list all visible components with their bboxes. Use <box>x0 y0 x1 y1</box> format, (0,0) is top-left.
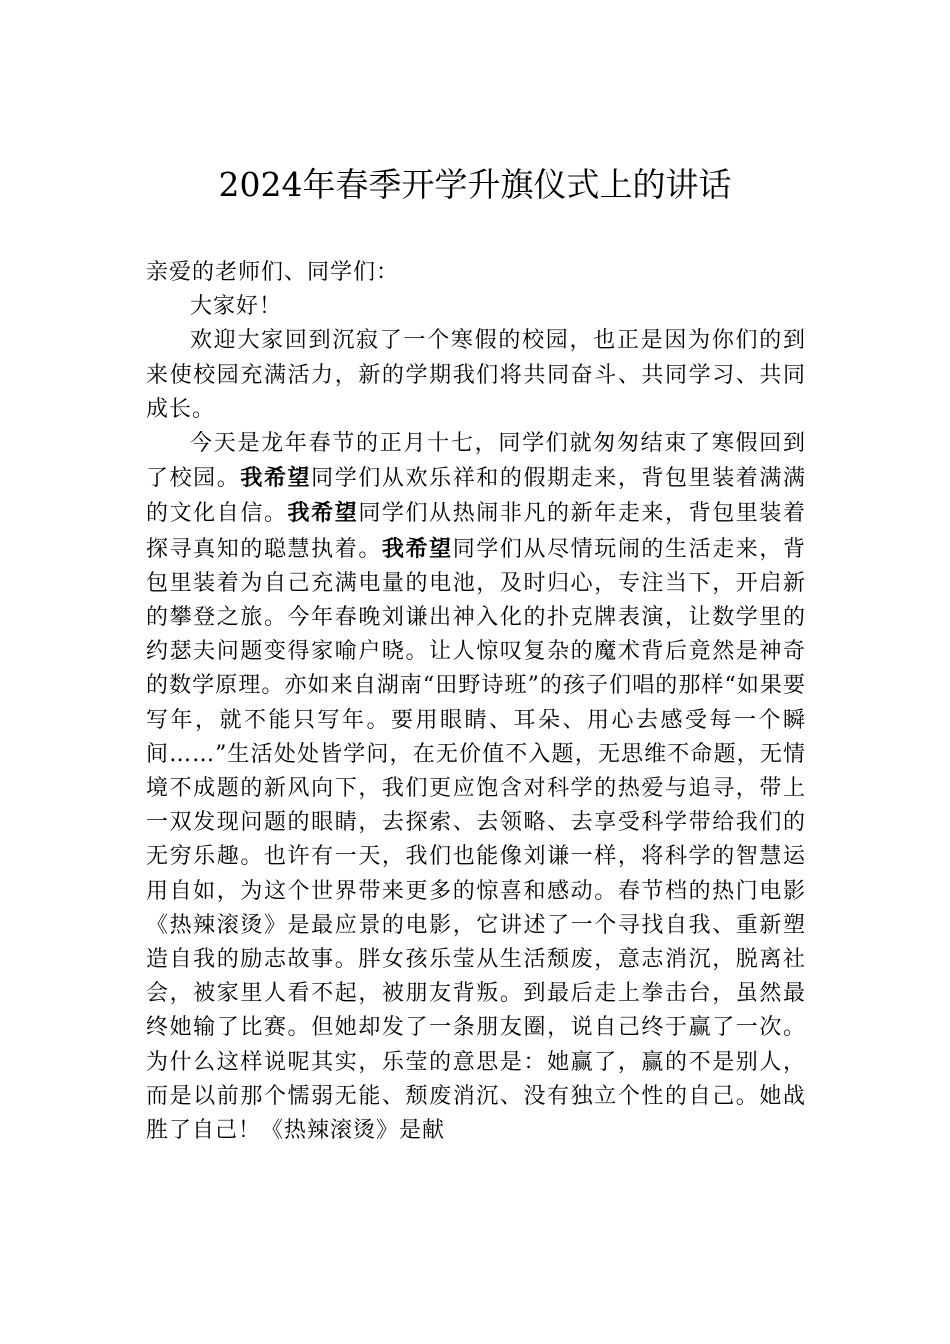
document-body <box>146 256 806 1148</box>
emphasis-hope: 我希望 <box>287 500 359 527</box>
paragraph-text: 同学们从尽情玩闹的生活走来，背包里装着为自己充满电量的电池，及时归心，专注当下，开启新的攀登之旅。今年春晚刘谦出神入化的扑克牌表演，让数学里的约瑟夫问题变得家喻户晓。让人惊叹复杂的魔术背后竟然是神奇的数学原理。亦如来自湖南“田野诗班”的孩子们唱的那样“如果要写年，就不能只写年。要用眼睛、耳朵、用心去感受每一个瞬间……”生活处处皆学问，在无价值不入题，无思维不命题，无情境不成题的新风向下，我们更应饱含对科学的热爱与追寻，带上一双发现问题的眼睛，去探索、去领略、去享受科学带给我们的无穷乐趣。也许有一天，我们也能像刘谦一样，将科学的智慧运用自如，为这个世界带来更多的惊喜和感动。春节档的热门电影《热辣滚烫》是最应景的电影，它讲述了一个寻找自我、重新塑造自我的励志故事。胖女孩乐莹从生活颓废，意志消沉，脱离社会，被家里人看不起，被朋友背叛。到最后走上拳击台，虽然最终她输了比赛。但她却发了一条朋友圈，说自己终于赢了一次。为什么这样说呢其实，乐莹的意思是：她赢了，赢的不是别人，而是以前那个懦弱无能、颓废消沉、没有独立个性的自己。她战胜了自己！《热辣滚烫》是献 <box>146 536 806 1144</box>
paragraph-main <box>146 427 806 1148</box>
paragraph-text: 同学们从欢乐祥和的假期走来，背包里装着满满的文化自信。 <box>146 466 806 527</box>
emphasis-hope: 我希望 <box>381 535 453 562</box>
salutation: 亲爱的老师们、同学们： <box>146 260 400 285</box>
paragraph-text: 同学们从热闹非凡的新年走来，背包里装着探寻真知的聪慧执着。 <box>146 501 806 562</box>
emphasis-hope: 我希望 <box>240 465 312 492</box>
paragraph-welcome: 欢迎大家回到沉寂了一个寒假的校园，也正是因为你们的到来使校园充满活力，新的学期我们将共同奋斗、共同学习、共同成长。 <box>146 328 806 422</box>
greeting: 大家好！ <box>190 294 283 320</box>
document-title: 2024年春季开学升旗仪式上的讲话 <box>218 165 732 204</box>
paragraph-text: 今天是龙年春节的正月十七，同学们就匆匆结束了寒假回到了校园。 <box>146 431 806 492</box>
